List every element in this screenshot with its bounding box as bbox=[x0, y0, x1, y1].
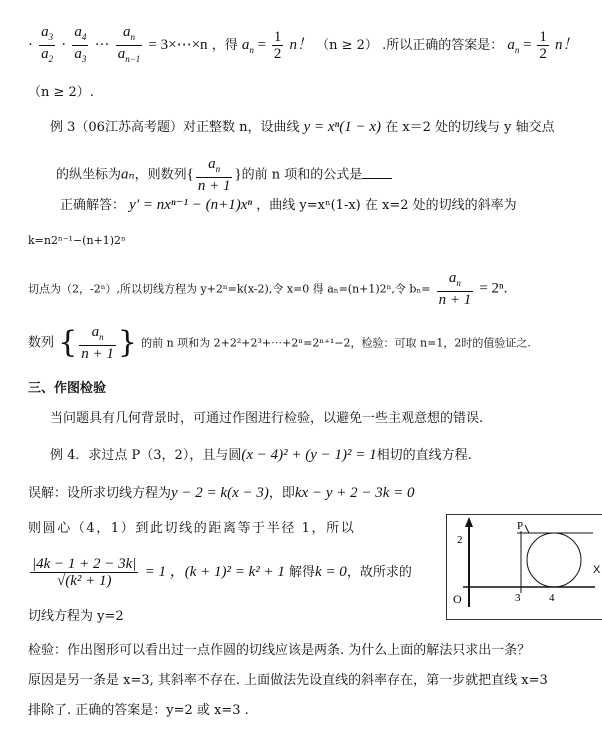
label-x: X bbox=[593, 564, 601, 576]
fraction-a3-a2: $\frac{a_3}{a_2}$ bbox=[41, 24, 54, 64]
wrong-line-3 bbox=[28, 556, 412, 589]
example4-circle: (x − 4)² + (y − 1)² = 1 bbox=[241, 447, 377, 463]
example3-text: 对正整数 n，设曲线 bbox=[182, 120, 300, 135]
get-text: ，得 bbox=[211, 38, 238, 53]
wrong-line-4: 切线方程为 y=2 bbox=[28, 609, 124, 624]
sum-prefix: 数列 bbox=[28, 335, 55, 351]
example3-line2-a: 的纵坐标为 bbox=[56, 167, 122, 183]
eq-tail: = 3×⋯×n bbox=[148, 37, 208, 53]
check-line-1: 检验：作出图形可以看出过一点作圆的切线应该是两条. 为什么上面的解法只求出一条？ bbox=[28, 643, 531, 658]
geometry-figure bbox=[446, 514, 602, 620]
example3-an: aₙ bbox=[121, 166, 135, 183]
label-3: 3 bbox=[515, 592, 521, 604]
example3-line2-b: ，则数列 bbox=[134, 167, 187, 183]
distance-denominator: √(k² + 1) bbox=[56, 573, 112, 589]
sum-text: 的前 n 项和为 2+2²+2³+⋯+2ⁿ=2ⁿ⁺¹−2，检验：可取 n=1，2时的值验证之. bbox=[141, 336, 531, 350]
example4-label: 例 4．求过点 P（3，2），且与圆 bbox=[50, 448, 242, 463]
wrong-line-2: 则圆心（4，1）到此切线的距离等于半径 1，所以 bbox=[28, 521, 356, 536]
wrong-solve-tail: ，故所求的 bbox=[346, 565, 412, 580]
label-4: 4 bbox=[549, 592, 555, 604]
fraction-a4-a3: $\frac{a_4}{a_3}$ bbox=[74, 24, 87, 64]
fraction-an-an1: $\frac{a_n}{a_{n-1}}$ bbox=[117, 24, 141, 64]
label-2: 2 bbox=[457, 534, 463, 546]
example3-line-1 bbox=[50, 118, 555, 137]
result-text: n！ bbox=[289, 37, 312, 53]
wrong-solve-eq: k = 0 bbox=[315, 564, 347, 580]
fraction-half: $\frac{1}{2}$ bbox=[273, 29, 282, 62]
wrong-eq2: kx − y + 2 − 3k = 0 bbox=[294, 485, 415, 501]
answer-tail: n！ bbox=[554, 37, 578, 53]
formula-line-2: （n ≥ 2）. bbox=[28, 85, 94, 100]
example3-text2: 在 x＝2 处的切线与 y 轴交点 bbox=[385, 120, 555, 135]
check-line-3: 排除了. 正确的答案是：y=2 或 x=3 . bbox=[28, 703, 249, 718]
circle bbox=[527, 533, 581, 587]
solution3-slope: k=n2ⁿ⁻¹−(n+1)2ⁿ bbox=[28, 234, 126, 247]
example4-line bbox=[50, 446, 472, 465]
tangent-tail: = 2ⁿ. bbox=[479, 280, 508, 297]
solution3-text: ，曲线 y=xⁿ(1-x) 在 x=2 处的切线的斜率为 bbox=[256, 198, 517, 213]
answer-blank bbox=[362, 166, 392, 179]
figure-svg bbox=[447, 515, 602, 619]
distance-numerator: |4k − 1 + 2 − 3k| bbox=[32, 556, 137, 572]
fraction-an-n1-c: $\frac{a_n}{n + 1}$ bbox=[81, 324, 114, 362]
example3-line-2: 的纵坐标为aₙ，则数列{ $\frac{a_n}{n + 1}$ }的前 n 项和的公式是 bbox=[56, 156, 392, 194]
tangent-point-text: 切点为（2，-2ⁿ）,所以切线方程为 y+2ⁿ=k(x-2),令 x=0 得 aₙ=(n+1)2ⁿ,令 bₙ= bbox=[28, 282, 431, 296]
distance-fraction bbox=[30, 556, 138, 589]
condition-text: （n ≥ 2） bbox=[316, 38, 378, 53]
y-axis-arrow bbox=[465, 517, 473, 527]
example4-tail: 相切的直线方程. bbox=[376, 448, 472, 463]
solution3-tangent bbox=[28, 270, 508, 308]
point-p-marker bbox=[525, 525, 529, 533]
section3-intro: 当问题具有几何背景时，可通过作图进行检验，以避免一些主观意想的错误. bbox=[50, 411, 484, 426]
check-line-2: 原因是另一条是 x=3, 其斜率不存在. 上面做法先设直线的斜率存在，第一步就把直线 x=3 bbox=[28, 673, 548, 688]
wrong-label: 误解：设所求切线方程为 bbox=[28, 486, 172, 501]
solution3-label: 正确解答： bbox=[60, 198, 126, 213]
example3-curve: y = xⁿ(1 − x) bbox=[303, 119, 382, 135]
label-o: O bbox=[453, 592, 462, 606]
label-p: P bbox=[517, 520, 524, 532]
example3-line2-c: 的前 n 项和的公式是 bbox=[241, 167, 363, 183]
correct-prefix: .所以正确的答案是： bbox=[382, 38, 504, 53]
fraction-half-2: $\frac{1}{2}$ bbox=[539, 29, 547, 62]
fraction-an-n1: $\frac{a_n}{n + 1}$ bbox=[197, 156, 231, 194]
fraction-an-n1-b: $\frac{a_n}{n + 1}$ bbox=[438, 270, 472, 308]
wrong-solve: 解得 bbox=[289, 565, 316, 580]
wrong-mid: ，即 bbox=[268, 486, 295, 501]
wrong-eq3: = 1 ，(k + 1)² = k² + 1 bbox=[144, 564, 285, 580]
section3-title: 三、作图检验 bbox=[28, 381, 107, 396]
solution3-line-1 bbox=[60, 196, 517, 215]
formula-line-1: · $\frac{a_3}{a_2}$ · $\frac{a_4}{a_3}$ ··· $\frac{a_n}{a_{n-1}}$ = 3×⋯×n ，得 $a_n$ = $\frac{1}{2}$ n！ （n ≥ 2） .所以正确的答案是： $a_n$ = $\frac{1}{2}$ n！ bbox=[28, 24, 577, 67]
solution3-derivative: y′ = nxⁿ⁻¹ − (n+1)xⁿ bbox=[129, 197, 253, 213]
example3-label: 例 3（06江苏高考题） bbox=[50, 120, 183, 135]
solution3-sum: 数列 { $\frac{a_n}{n + 1}$ } 的前 n 项和为 2+2²+2³+⋯+2ⁿ=2ⁿ⁺¹−2，检验：可取 n=1，2时的值验证之. bbox=[28, 324, 531, 362]
wrong-eq1: y − 2 = k(x − 3) bbox=[171, 485, 269, 501]
wrong-line-1 bbox=[28, 484, 415, 503]
